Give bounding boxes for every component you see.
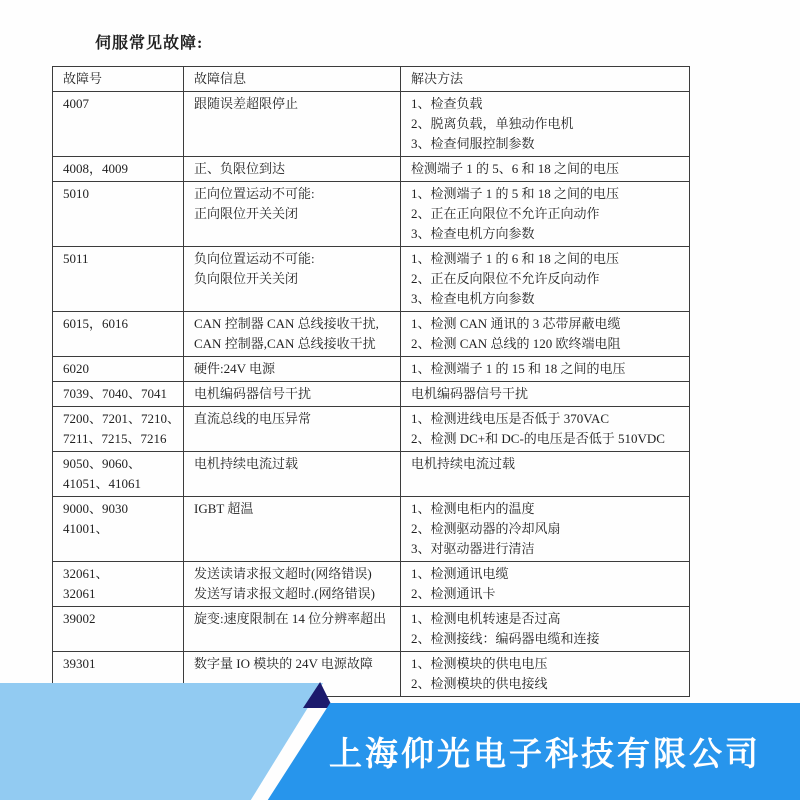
fault-info-cell: 电机编码器信号干扰 [184,382,401,407]
table-row [53,562,690,607]
table-row [53,607,690,652]
page-title: 伺服常见故障: [95,35,204,52]
table-row [53,497,690,562]
company-name: 上海仰光电子科技有限公司 [329,735,761,772]
fault-table-header [53,67,690,92]
fault-code-cell: 32061、 32061 [53,562,184,607]
fault-code-cell: 6020 [53,357,184,382]
table-row [53,452,690,497]
table-row [53,157,690,182]
fault-code-cell: 9000、9030 41001、 [53,497,184,562]
fault-code-cell: 5010 [53,182,184,247]
fault-info-cell: 数字量 IO 模块的 24V 电源故障 [184,652,401,697]
fault-code-cell: 4007 [53,92,184,157]
fault-code-cell: 39002 [53,607,184,652]
solution-cell: 1、检测电机转速是否过高 2、检测接线：编码器电缆和连接 [401,607,690,652]
fault-info-cell: 负向位置运动不可能: 负向限位开关关闭 [184,247,401,312]
fault-info-cell: 正、负限位到达 [184,157,401,182]
table-row [53,182,690,247]
fault-info-cell: 电机持续电流过载 [184,452,401,497]
fault-info-cell: 发送读请求报文超时(网络错误) 发送写请求报文超时.(网络错误) [184,562,401,607]
fault-code-cell: 4008，4009 [53,157,184,182]
solution-cell: 1、检测进线电压是否低于 370VAC 2、检测 DC+和 DC-的电压是否低于 510VDC [401,407,690,452]
solution-cell: 检测端子 1 的 5、6 和 18 之间的电压 [401,157,690,182]
fault-info-cell: CAN 控制器 CAN 总线接收干扰, CAN 控制器,CAN 总线接收干扰 [184,312,401,357]
solution-cell: 电机编码器信号干扰 [401,382,690,407]
fault-code-cell: 9050、9060、 41051、41061 [53,452,184,497]
solution-cell: 1、检测通讯电缆 2、检测通讯卡 [401,562,690,607]
solution-cell: 1、检测端子 1 的 5 和 18 之间的电压 2、正在正向限位不允许正向动作 3、检查电机方向参数 [401,182,690,247]
fault-info-cell: 跟随误差超限停止 [184,92,401,157]
header-fault-info: 故障信息 [184,67,401,92]
solution-cell: 电机持续电流过载 [401,452,690,497]
fault-table [52,66,690,697]
table-row [53,92,690,157]
solution-cell: 1、检测电柜内的温度 2、检测驱动器的冷却风扇 3、对驱动器进行清洁 [401,497,690,562]
table-row [53,382,690,407]
table-row [53,312,690,357]
fault-code-cell: 5011 [53,247,184,312]
fault-code-cell: 7039、7040、7041 [53,382,184,407]
header-row [53,67,690,92]
solution-cell: 1、检查负载 2、脱离负载，单独动作电机 3、检查伺服控制参数 [401,92,690,157]
solution-cell: 1、检测端子 1 的 15 和 18 之间的电压 [401,357,690,382]
table-row [53,357,690,382]
fault-info-cell: 直流总线的电压异常 [184,407,401,452]
solution-cell: 1、检测端子 1 的 6 和 18 之间的电压 2、正在反向限位不允许反向动作 3、检查电机方向参数 [401,247,690,312]
fault-code-cell: 6015，6016 [53,312,184,357]
fault-info-cell: 硬件:24V 电源 [184,357,401,382]
solution-cell: 1、检测模块的供电电压 2、检测模块的供电接线 [401,652,690,697]
fault-info-cell: 旋变:速度限制在 14 位分辨率超出 [184,607,401,652]
fault-code-cell: 39301 [53,652,184,697]
fault-info-cell: 正向位置运动不可能: 正向限位开关关闭 [184,182,401,247]
solution-cell: 1、检测 CAN 通讯的 3 芯带屏蔽电缆 2、检测 CAN 总线的 120 欧终端电阻 [401,312,690,357]
fault-info-cell: IGBT 超温 [184,497,401,562]
header-solution: 解决方法 [401,67,690,92]
header-fault-code: 故障号 [53,67,184,92]
table-row [53,407,690,452]
fault-code-cell: 7200、7201、7210、 7211、7215、7216 [53,407,184,452]
fault-table-body [53,92,690,697]
table-row [53,247,690,312]
